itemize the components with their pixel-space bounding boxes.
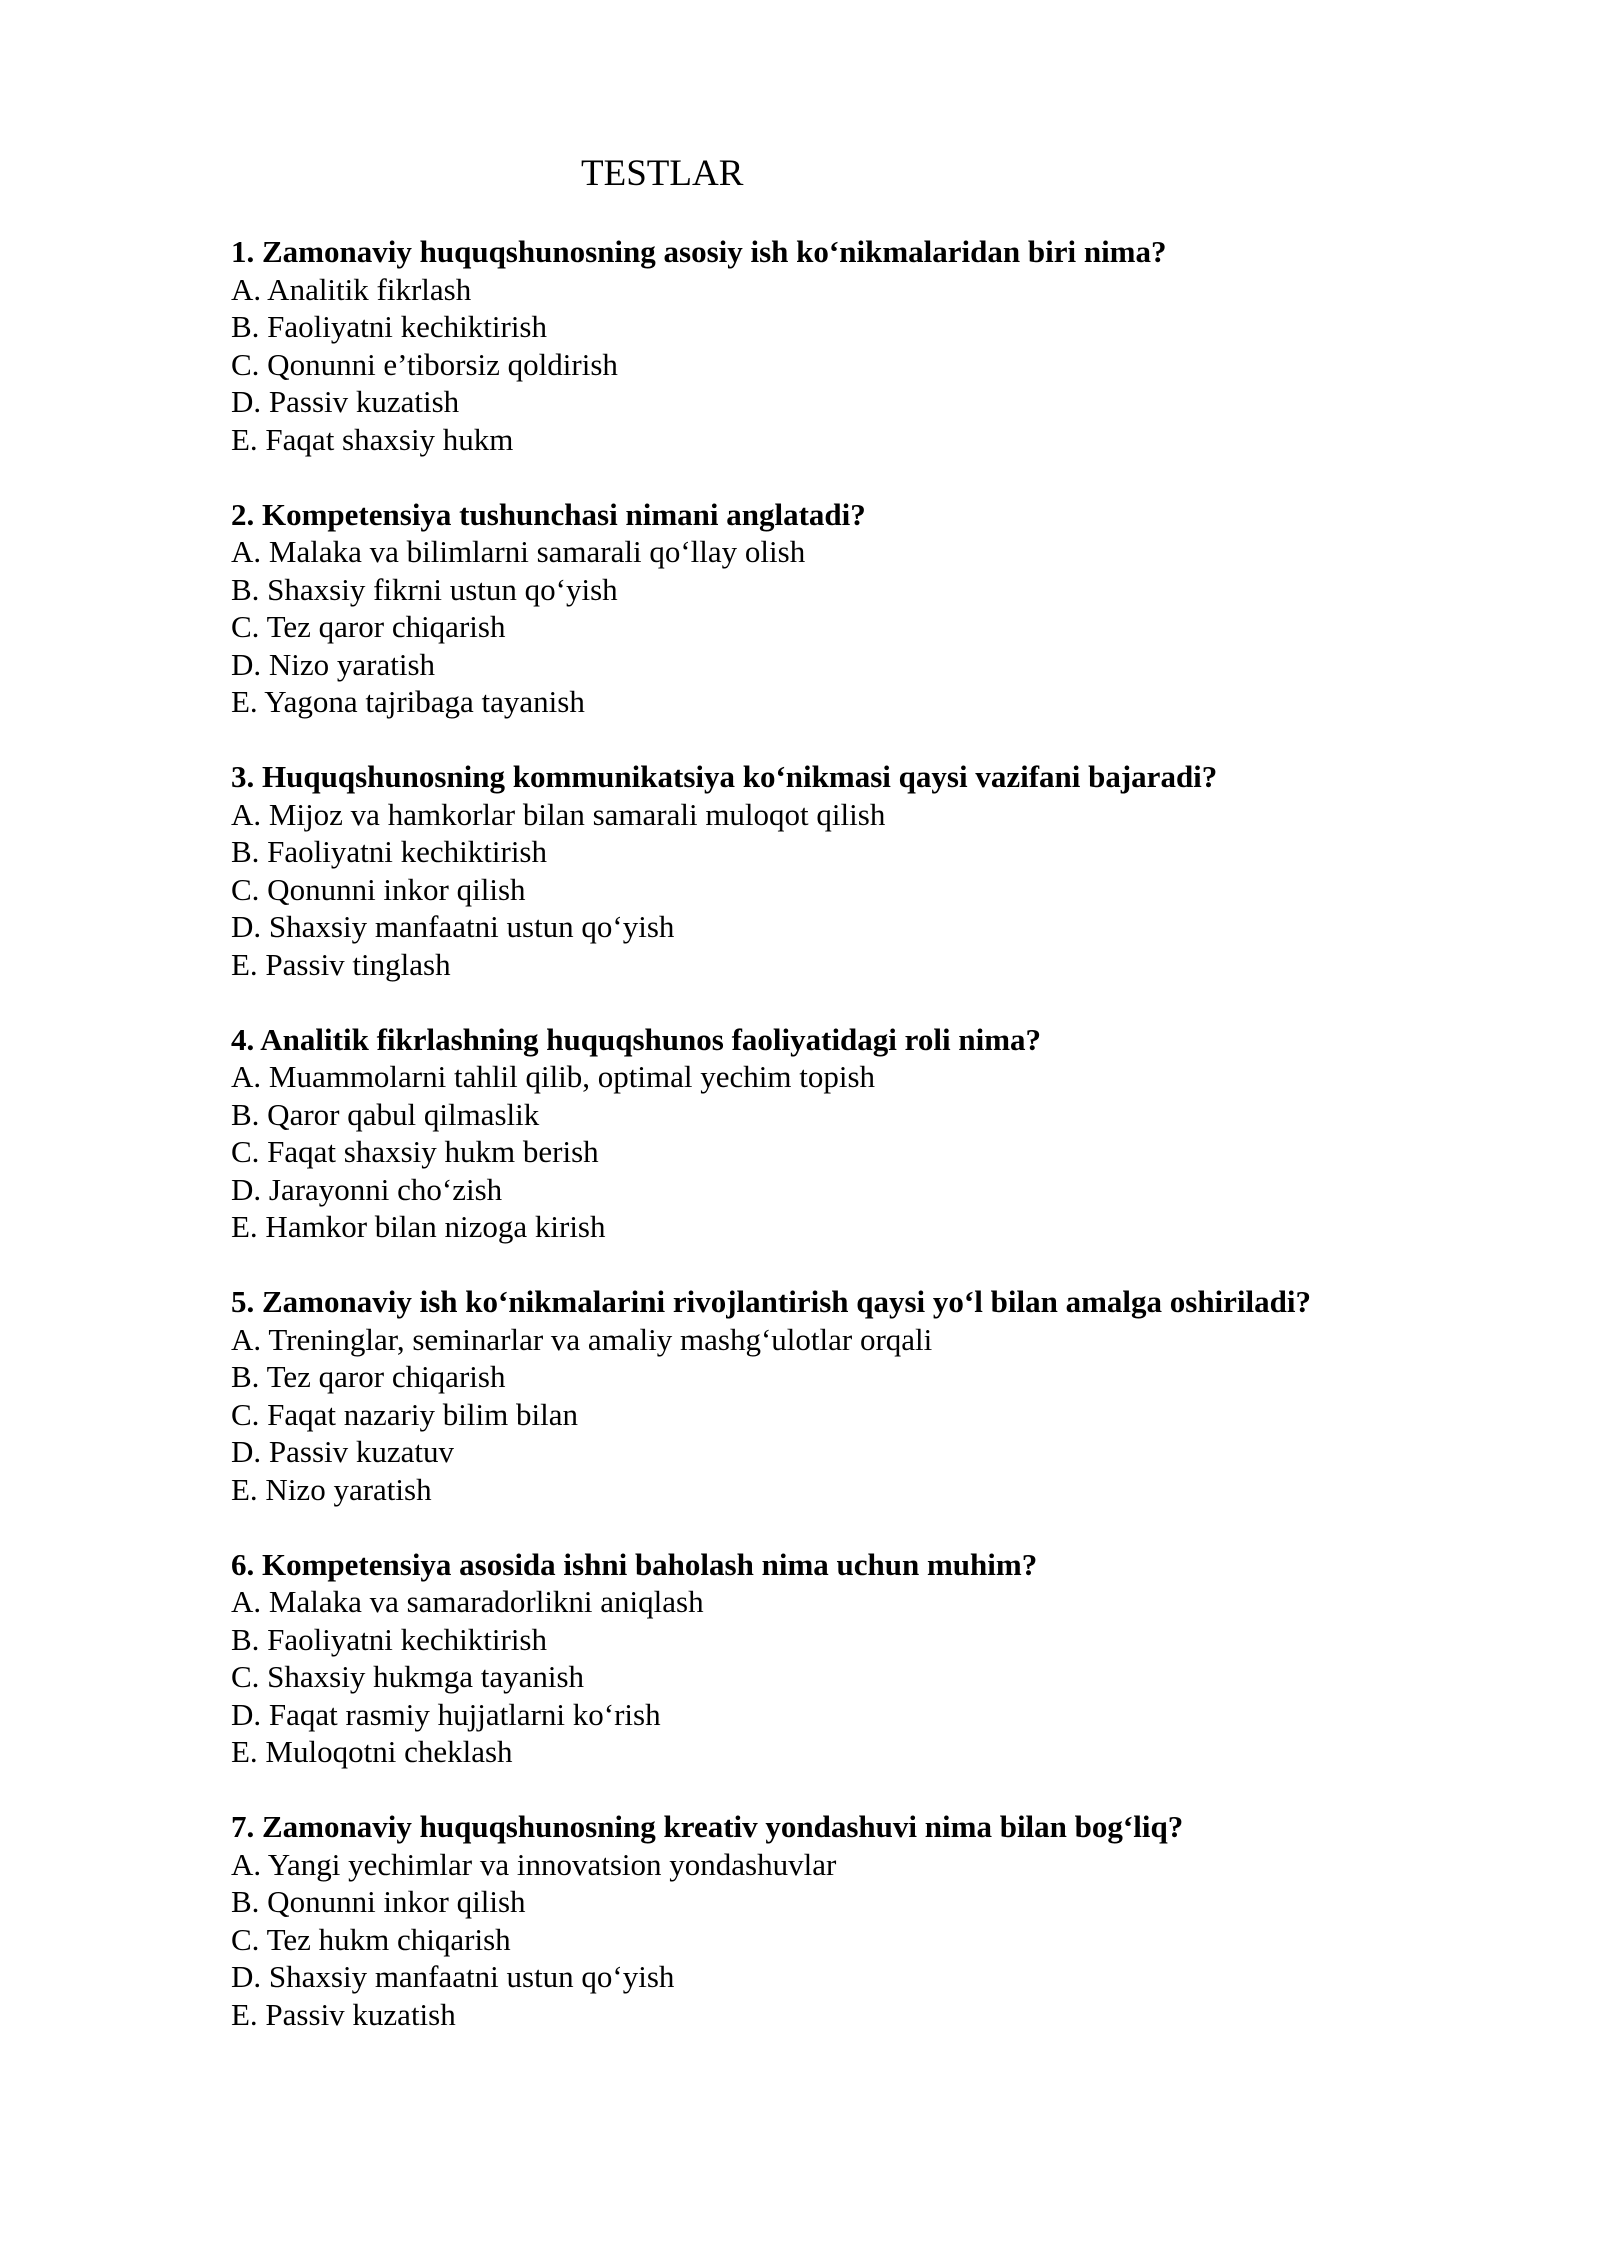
answer-option: A. Yangi yechimlar va innovatsion yondashuvlar [231, 1846, 837, 1882]
question-block [231, 1283, 1481, 1508]
answer-option: C. Tez hukm chiqarish [231, 1921, 511, 1957]
answer-option: A. Mijoz va hamkorlar bilan samarali muloqot qilish [231, 796, 886, 832]
question-block [231, 1021, 1481, 1246]
answer-option: D. Passiv kuzatish [231, 384, 460, 419]
answer-option: D. Shaxsiy manfaatni ustun qo‘yish [231, 909, 675, 944]
answer-option: E. Passiv tinglash [231, 946, 451, 982]
answer-option: A. Treninglar, seminarlar va amaliy mashg‘ulotlar orqali [231, 1321, 933, 1357]
answer-option: C. Tez qaror chiqarish [231, 609, 506, 644]
answer-option: C. Qonunni inkor qilish [231, 871, 526, 907]
answer-option: D. Shaxsiy manfaatni ustun qo‘yish [231, 1959, 675, 1994]
answer-option: A. Malaka va samaradorlikni aniqlash [231, 1584, 704, 1619]
answer-option: E. Nizo yaratish [231, 1471, 432, 1507]
question-text: 1. Zamonaviy huquqshunosning asosiy ish ko‘nikmalaridan biri nima? [231, 234, 1167, 269]
question-text: 2. Kompetensiya tushunchasi nimani anglatadi? [231, 496, 866, 532]
answer-option: B. Qonunni inkor qilish [231, 1884, 526, 1919]
question-text: 5. Zamonaviy ish ko‘nikmalarini rivojlantirish qaysi yo‘l bilan amalga oshiriladi? [231, 1284, 1312, 1319]
answer-option: D. Faqat rasmiy hujjatlarni ko‘rish [231, 1696, 661, 1732]
answer-option: C. Faqat shaxsiy hukm berish [231, 1134, 599, 1169]
answer-option: D. Jarayonni cho‘zish [231, 1171, 503, 1207]
answer-option: B. Tez qaror chiqarish [231, 1359, 506, 1394]
answer-option: E. Hamkor bilan nizoga kirish [231, 1209, 606, 1244]
answer-option: E. Muloqotni cheklash [231, 1734, 513, 1769]
answer-option: E. Yagona tajribaga tayanish [231, 684, 585, 719]
question-block [231, 1546, 1481, 1771]
answer-option: C. Shaxsiy hukmga tayanish [231, 1659, 585, 1694]
question-text: 6. Kompetensiya asosida ishni baholash nima uchun muhim? [231, 1546, 1038, 1582]
answer-option: B. Faoliyatni kechiktirish [231, 309, 547, 344]
answer-option: B. Faoliyatni kechiktirish [231, 1621, 547, 1657]
answer-option: A. Analitik fikrlash [231, 271, 472, 307]
answer-option: E. Faqat shaxsiy hukm [231, 421, 514, 457]
question-block [231, 496, 1481, 721]
question-text: 7. Zamonaviy huquqshunosning kreativ yondashuvi nima bilan bog‘liq? [231, 1809, 1184, 1844]
answer-option: C. Faqat nazariy bilim bilan [231, 1396, 578, 1432]
question-block [231, 233, 1481, 458]
answer-option: D. Passiv kuzatuv [231, 1434, 455, 1469]
answer-option: D. Nizo yaratish [231, 646, 436, 682]
answer-option: A. Muammolarni tahlil qilib, optimal yechim topish [231, 1059, 876, 1094]
question-block [231, 758, 1481, 983]
answer-option: A. Malaka va bilimlarni samarali qo‘llay olish [231, 534, 806, 569]
question-list [231, 233, 1481, 2033]
answer-option: B. Shaxsiy fikrni ustun qo‘yish [231, 571, 618, 607]
answer-option: B. Qaror qabul qilmaslik [231, 1096, 540, 1132]
answer-option: B. Faoliyatni kechiktirish [231, 834, 547, 869]
document-title: TESTLAR [581, 153, 744, 194]
answer-option: C. Qonunni e’tiborsiz qoldirish [231, 346, 618, 382]
question-block [231, 1808, 1481, 2033]
question-text: 3. Huquqshunosning kommunikatsiya ko‘nikmasi qaysi vazifani bajaradi? [231, 759, 1218, 794]
answer-option: E. Passiv kuzatish [231, 1996, 456, 2032]
question-text: 4. Analitik fikrlashning huquqshunos faoliyatidagi roli nima? [231, 1021, 1042, 1057]
